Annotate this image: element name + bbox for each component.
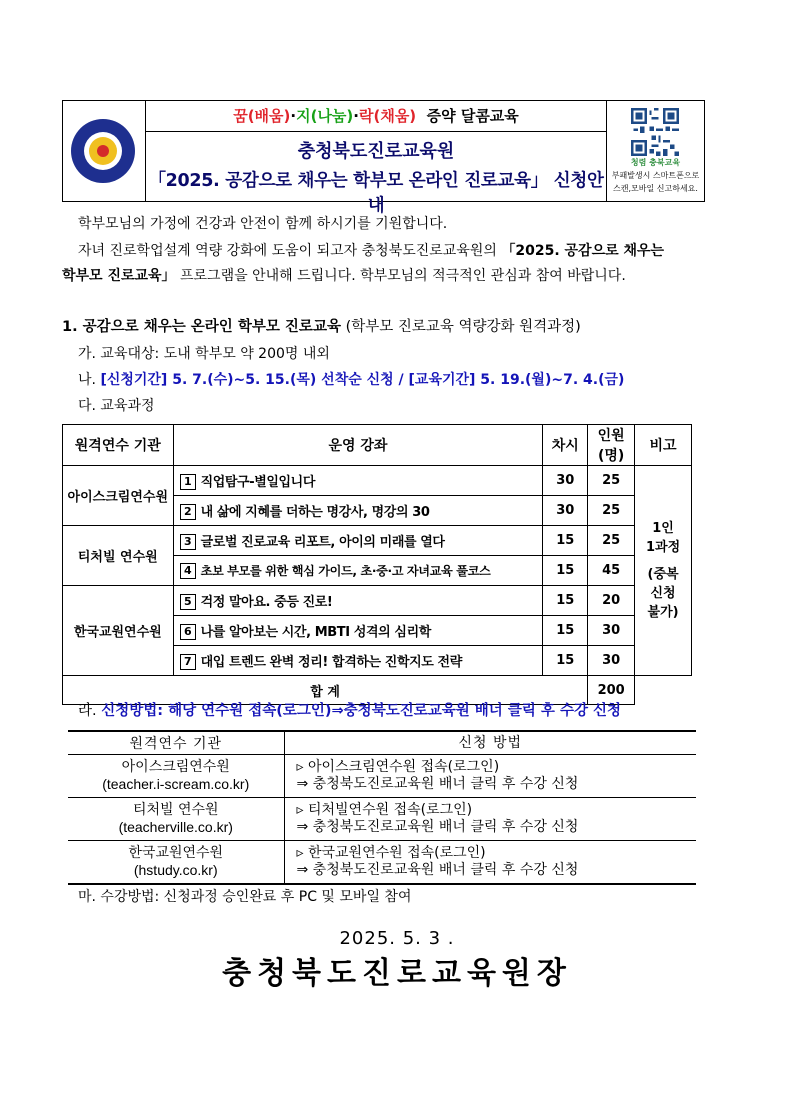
table-row	[63, 586, 692, 616]
qr-code-icon[interactable]	[625, 108, 685, 156]
table-header-row	[63, 425, 692, 466]
apply-steps: ▹ 티처빌연수원 접속(로그인) ⇒ 충청북도진로교육원 배너 클릭 후 수강 신청	[284, 798, 696, 841]
course-title: 5 걱정 말아요. 중등 진로!	[173, 586, 543, 616]
course-title: 1 직업탐구-별일입니다	[173, 466, 543, 496]
provider-site-link[interactable]: (hstudy.co.kr)	[133, 862, 218, 878]
apply-steps: ▹ 아이스크림연수원 접속(로그인) ⇒ 충청북도진로교육원 배너 클릭 후 수강 신청	[284, 755, 696, 798]
provider-site-link[interactable]: (teacherville.co.kr)	[118, 819, 233, 835]
slogan-joy: 락(채움)	[358, 107, 417, 125]
people: 25	[588, 526, 635, 556]
people: 30	[588, 646, 635, 676]
sessions: 15	[543, 646, 588, 676]
column-header: 운영 강좌	[173, 425, 543, 466]
provider-name: 한국교원연수원	[128, 845, 224, 861]
provider-name: 티처빌 연수원	[132, 802, 219, 818]
document-header	[62, 100, 705, 216]
provider-cell	[68, 798, 284, 841]
provider-name: 한국교원연수원	[63, 586, 174, 676]
sessions: 15	[543, 586, 588, 616]
slogan	[145, 101, 607, 132]
course-title: 3 글로벌 진로교육 리포트, 아이의 미래를 열다	[173, 526, 543, 556]
provider-name: 아이스크림연수원	[121, 759, 230, 775]
sessions: 15	[543, 556, 588, 586]
people: 25	[588, 466, 635, 496]
intro-line: 학부모 진로교육」 프로그램을 안내해 드립니다. 학부모님의 적극적인 관심과 참여 바랍니다.	[62, 268, 626, 284]
course-title: 2 내 삶에 지혜를 더하는 명강사, 명강의 30	[173, 496, 543, 526]
section-item-ra: 라. 신청방법: 해당 연수원 접속(로그인)⇒충청북도진로교육원 배너 클릭 후 수강 신청	[78, 703, 622, 719]
apply-table	[68, 730, 696, 885]
sessions: 15	[543, 616, 588, 646]
table-row	[68, 755, 696, 798]
people: 20	[588, 586, 635, 616]
qr-cell	[606, 101, 704, 201]
intro-line: 자녀 진로학업설계 역량 강화에 도움이 되고자 충청북도진로교육원의 「2025. 공감으로 채우는	[78, 243, 665, 259]
total-value: 200	[588, 676, 635, 705]
section-heading: 1. 공감으로 채우는 온라인 학부모 진로교육 (학부모 진로교육 역량강화 원격과정)	[62, 319, 581, 335]
people: 25	[588, 496, 635, 526]
slogan-wisdom: 지(나눔)	[296, 107, 354, 125]
intro-line: 학부모님의 가정에 건강과 안전이 함께 하시기를 기원합니다.	[78, 216, 448, 232]
people: 45	[588, 556, 635, 586]
total-label: 합 계	[63, 676, 588, 705]
section-item-ga: 가. 교육대상: 도내 학부모 약 200명 내외	[78, 346, 330, 362]
qr-note-line: 부패발생시 스마트폰으로	[611, 171, 700, 180]
column-header: 비고	[635, 425, 692, 466]
table-row	[68, 798, 696, 841]
qr-note	[607, 169, 704, 195]
sessions: 30	[543, 466, 588, 496]
course-table	[62, 424, 692, 705]
table-row	[63, 466, 692, 496]
column-header: 원격연수 기관	[68, 731, 284, 755]
slogan-dot: ·	[353, 107, 359, 125]
qr-note-line: 스캔,모바일 신고하세요.	[613, 184, 698, 193]
column-header: 신청 방법	[284, 731, 696, 755]
course-title: 7 대입 트렌드 완벽 정리! 합격하는 진학지도 전략	[173, 646, 543, 676]
signature: 충청북도진로교육원장	[222, 956, 572, 991]
course-title: 4 초보 부모를 위한 핵심 가이드, 초·중·고 자녀교육 풀코스	[173, 556, 543, 586]
table-header-row	[68, 731, 696, 755]
column-header: 인원(명)	[588, 425, 635, 466]
provider-name: 아이스크림연수원	[63, 466, 174, 526]
org-name: 충청북도진로교육원	[297, 141, 455, 162]
qr-brand: 청렴 충북교육	[630, 158, 681, 167]
apply-steps: ▹ 한국교원연수원 접속(로그인) ⇒ 충청북도진로교육원 배너 클릭 후 수강 신청	[284, 841, 696, 885]
section-item-da: 다. 교육과정	[78, 398, 155, 414]
section-item-ma: 마. 수강방법: 신청과정 승인완료 후 PC 및 모바일 참여	[78, 889, 412, 905]
provider-site-link[interactable]: (teacher.i-scream.co.kr)	[102, 776, 250, 792]
sessions: 30	[543, 496, 588, 526]
logo-cell	[63, 101, 146, 201]
slogan-dream: 꿈(배움)	[233, 107, 291, 125]
provider-cell	[68, 841, 284, 885]
people: 30	[588, 616, 635, 646]
sessions: 15	[543, 526, 588, 556]
document-date: 2025. 5. 3 .	[339, 928, 455, 949]
page-title: 「2025. 공감으로 채우는 학부모 온라인 진로교육」 신청안내	[148, 171, 604, 216]
table-row	[63, 526, 692, 556]
course-title: 6 나를 알아보는 시간, MBTI 성격의 심리학	[173, 616, 543, 646]
column-header: 원격연수 기관	[63, 425, 174, 466]
note-cell: 1인 1과정 (중복 신청 불가)	[635, 466, 692, 676]
slogan-dot: ·	[290, 107, 297, 125]
slogan-rest: 증약 달콤교육	[426, 107, 519, 125]
school-emblem-icon	[71, 119, 135, 183]
table-row	[68, 841, 696, 885]
column-header: 차시	[543, 425, 588, 466]
provider-cell	[68, 755, 284, 798]
provider-name: 티처빌 연수원	[63, 526, 174, 586]
section-item-na: 나. [신청기간] 5. 7.(수)~5. 15.(목) 선착순 신청 / [교육기간] 5. 19.(월)~7. 4.(금)	[78, 372, 625, 388]
